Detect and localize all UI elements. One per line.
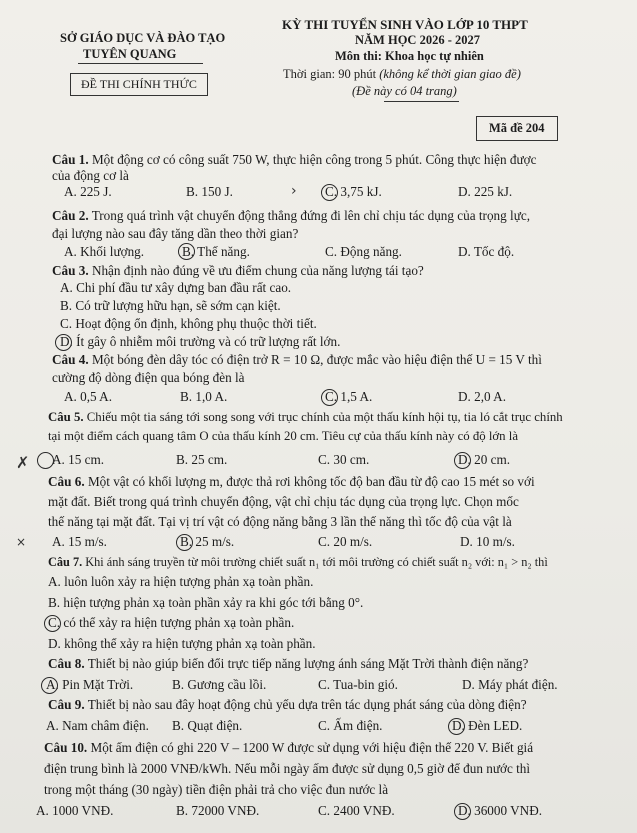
- subject-line: Môn thi: Khoa học tự nhiên: [335, 49, 484, 63]
- question-6-option-a: A. 15 m/s.: [52, 534, 107, 549]
- question-7-line-1: Câu 7. Khi ánh sáng truyền từ môi trường chiết suất n₁ tới môi trường có chiết suất n₂ với: n₁ > n₂ thì: [48, 555, 548, 569]
- answer-circle-q2: [178, 243, 195, 260]
- question-3-option-d: D. Ít gây ô nhiễm môi trường và có trữ lượng rất lớn.: [60, 334, 341, 349]
- time-label: Thời gian: 90 phút: [283, 67, 377, 81]
- question-10-line-1: Câu 10. Một ấm điện có ghi 220 V – 1200 W được sử dụng với hiệu điện thế 220 V. Biết giá: [44, 740, 534, 755]
- question-8-option-c: C. Tua-bin gió.: [318, 677, 398, 692]
- pen-check-mark: ›: [291, 183, 297, 199]
- question-1-option-b: B. 150 J.: [186, 184, 233, 199]
- question-9-option-a: A. Nam châm điện.: [46, 718, 149, 733]
- school-year: NĂM HỌC 2026 - 2027: [355, 33, 480, 47]
- question-3-line-1: Câu 3. Nhận định nào đúng về ưu điểm chung của năng lượng tái tạo?: [52, 263, 424, 278]
- answer-circle-q3: [55, 334, 72, 351]
- question-9-option-c: C. Ấm điện.: [318, 718, 383, 733]
- answer-circle-q1: [321, 184, 338, 201]
- question-7-option-b: B. hiện tượng phản xạ toàn phần xảy ra khi góc tới bằng 0°.: [48, 595, 364, 610]
- question-7-option-c: C. có thể xảy ra hiện tượng phản xạ toàn phần.: [48, 615, 295, 630]
- question-10-line-3: trong một tháng (30 ngày) tiền điện phải trả cho việc đun nước là: [44, 782, 389, 797]
- question-5-line-2: tại một điểm cách quang tâm O của thấu kính 20 cm. Tiêu cự của thấu kính này có độ lớn là: [48, 429, 519, 443]
- answer-circle-q5-alt: [454, 452, 471, 469]
- time-line: [283, 67, 521, 82]
- official-exam-box: ĐỀ THI CHÍNH THỨC: [70, 73, 208, 96]
- question-2-line-1: Câu 2. Trong quá trình vật chuyển động thẳng đứng đi lên chỉ chịu tác dụng của trọng lực,: [52, 208, 530, 223]
- question-4-option-b: B. 1,0 A.: [180, 389, 228, 404]
- pen-cross-mark-q6: ×: [16, 535, 27, 549]
- question-9-option-d: D. Đèn LED.: [452, 718, 523, 733]
- question-4-option-c: C. 1,5 A.: [325, 389, 373, 404]
- question-7-option-d: D. không thể xảy ra hiện tượng phản xạ toàn phần.: [48, 636, 316, 651]
- answer-circle-q10: [454, 803, 471, 820]
- question-2-option-d: D. Tốc độ.: [458, 244, 515, 259]
- question-5-option-a: A. 15 cm.: [52, 452, 105, 467]
- question-9-line-1: Câu 9. Thiết bị nào sau đây hoạt động chủ yếu dựa trên tác dụng phát sáng của dòng điện?: [48, 697, 527, 712]
- time-note: (không kể thời gian giao đề): [379, 67, 521, 81]
- question-2-line-2: đại lượng nào sau đây tăng dần theo thời gian?: [52, 226, 299, 241]
- question-4-line-1: Câu 4. Một bóng đèn dây tóc có điện trở R = 10 Ω, được mắc vào hiệu điện thế U = 15 V thì: [52, 352, 542, 367]
- question-2-option-c: C. Động năng.: [325, 244, 402, 259]
- question-2-option-a: A. Khối lượng.: [64, 244, 145, 259]
- question-5-line-1: Câu 5. Chiếu một tia sáng tới song song với trục chính của một thấu kính hội tụ, tia ló cắt trục chính: [48, 410, 563, 424]
- question-8-option-b: B. Gương cầu lồi.: [172, 677, 267, 692]
- question-5-option-b: B. 25 cm.: [176, 452, 228, 467]
- question-8-option-a: A. Pin Mặt Trời.: [46, 677, 134, 692]
- question-6-option-d: D. 10 m/s.: [460, 534, 515, 549]
- question-1-option-c: C. 3,75 kJ.: [325, 184, 382, 199]
- exam-code-box: Mã đề 204: [476, 116, 558, 141]
- question-10-line-2: điện trung bình là 2000 VNĐ/kWh. Nếu mỗi ngày ấm được sử dụng 0,5 giờ để đun nước thì: [44, 761, 531, 776]
- question-3-option-b: B. Có trữ lượng hữu hạn, sẽ sớm cạn kiệt.: [60, 298, 281, 313]
- answer-circle-q5: [37, 452, 54, 469]
- answer-circle-q9: [448, 718, 465, 735]
- question-3-option-c: C. Hoạt động ổn định, không phụ thuộc thời tiết.: [60, 316, 317, 331]
- question-10-option-b: B. 72000 VNĐ.: [176, 803, 260, 818]
- department-line-2: TUYÊN QUANG: [83, 47, 177, 61]
- question-6-option-b: B. 25 m/s.: [180, 534, 235, 549]
- question-4-line-2: cường độ dòng điện qua bóng đèn là: [52, 370, 245, 385]
- question-1-option-a: A. 225 J.: [64, 184, 112, 199]
- question-1-line-2: của động cơ là: [52, 168, 129, 183]
- pen-cross-mark-q5: ✗: [16, 453, 30, 472]
- question-10-option-a: A. 1000 VNĐ.: [36, 803, 114, 818]
- question-6-option-c: C. 20 m/s.: [318, 534, 373, 549]
- question-8-option-d: D. Máy phát điện.: [462, 677, 558, 692]
- question-9-option-b: B. Quạt điện.: [172, 718, 243, 733]
- question-6-line-1: Câu 6. Một vật có khối lượng m, được thả rơi không tốc độ ban đầu từ độ cao 15 mét so với: [48, 474, 535, 489]
- question-5-option-c: C. 30 cm.: [318, 452, 370, 467]
- question-7-option-a: A. luôn luôn xảy ra hiện tượng phản xạ toàn phần.: [48, 574, 314, 589]
- question-4-option-a: A. 0,5 A.: [64, 389, 112, 404]
- question-6-line-3: thế năng tại mặt đất. Tại vị trí vật có động năng bằng 3 lần thế năng thì tốc độ của vật là: [48, 514, 512, 529]
- header-divider-left: [78, 63, 203, 64]
- question-2-option-b: B. Thế năng.: [182, 244, 250, 259]
- question-10-option-d: D. 36000 VNĐ.: [458, 803, 543, 818]
- department-line-1: SỞ GIÁO DỤC VÀ ĐÀO TẠO: [60, 31, 226, 45]
- question-10-option-c: C. 2400 VNĐ.: [318, 803, 395, 818]
- question-5-option-d: D. 20 cm.: [458, 452, 511, 467]
- question-6-line-2: mặt đất. Biết trong quá trình chuyển động, vật chỉ chịu tác dụng của trọng lực. Chọn mốc: [48, 494, 519, 509]
- page-count: (Đề này có 04 trang): [352, 84, 457, 98]
- question-1-line-1: Câu 1. Một động cơ có công suất 750 W, thực hiện công trong 5 phút. Công thực hiện được: [52, 152, 537, 167]
- question-4-option-d: D. 2,0 A.: [458, 389, 506, 404]
- question-8-line-1: Câu 8. Thiết bị nào giúp biến đổi trực tiếp năng lượng ánh sáng Mặt Trời thành điện năng?: [48, 656, 529, 671]
- question-3-option-a: A. Chi phí đầu tư xây dựng ban đầu rất cao.: [60, 280, 292, 295]
- question-1-option-d: D. 225 kJ.: [458, 184, 513, 199]
- answer-circle-q6: [176, 534, 193, 551]
- header-divider-right: [384, 101, 459, 102]
- answer-circle-q8: [41, 677, 58, 694]
- answer-circle-q7: [44, 615, 61, 632]
- exam-title: KỲ THI TUYỂN SINH VÀO LỚP 10 THPT: [282, 17, 528, 32]
- answer-circle-q4: [321, 389, 338, 406]
